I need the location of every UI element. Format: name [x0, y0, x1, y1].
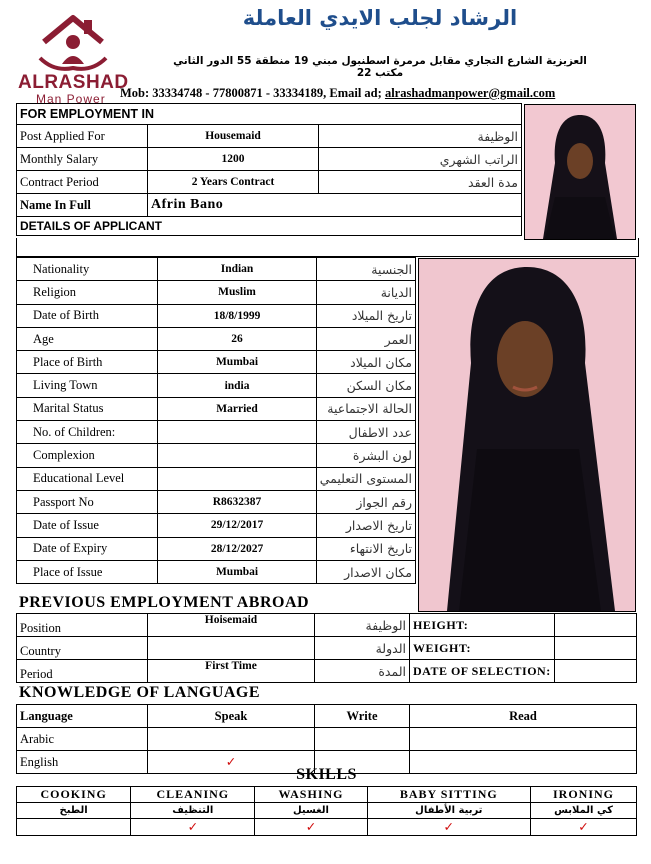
contact-line	[120, 86, 640, 101]
skill-check: ✓	[531, 819, 637, 836]
row-label-ar: رقم الجواز	[316, 490, 415, 513]
row-label-ar: الوظيفة	[319, 125, 522, 148]
side-label: DATE OF SELECTION:	[410, 660, 555, 683]
applicant-row	[17, 514, 416, 537]
row-label-ar: الجنسية	[316, 258, 415, 281]
applicant-row	[17, 351, 416, 374]
write-check	[315, 728, 410, 751]
previous-row	[17, 660, 637, 683]
row-label: Contract Period	[17, 171, 148, 194]
skill-check: ✓	[131, 819, 255, 836]
row-label-ar: الديانة	[316, 281, 415, 304]
row-label-ar: مكان الاصدار	[316, 560, 415, 583]
applicant-row	[17, 467, 416, 490]
skills-check-row	[17, 819, 637, 836]
applicant-row	[17, 327, 416, 350]
row-label: No. of Children:	[17, 421, 158, 444]
row-label: Marital Status	[17, 397, 158, 420]
previous-employment-table	[16, 613, 637, 683]
row-label-ar: العمر	[316, 327, 415, 350]
row-label-ar: الحالة الاجتماعية	[316, 397, 415, 420]
row-label-ar: عدد الاطفال	[316, 421, 415, 444]
divider	[16, 238, 639, 257]
row-value: Mumbai	[158, 351, 316, 374]
col-write: Write	[315, 705, 410, 728]
skill-name-ar: كي الملابس	[531, 803, 637, 819]
applicant-photo-small	[524, 104, 636, 240]
name-row	[17, 194, 522, 217]
language-name: English	[17, 751, 148, 774]
skill-name: WASHING	[255, 787, 367, 803]
speak-check	[148, 728, 315, 751]
skill-name: CLEANING	[131, 787, 255, 803]
employment-row	[17, 125, 522, 148]
previous-employment-heading: PREVIOUS EMPLOYMENT ABROAD	[19, 594, 310, 611]
skill-name-ar: الغسيل	[255, 803, 367, 819]
side-label: HEIGHT:	[410, 614, 555, 637]
house-hands-icon	[36, 12, 110, 74]
employment-row	[17, 148, 522, 171]
row-label: Nationality	[17, 258, 158, 281]
language-heading: KNOWLEDGE OF LANGUAGE	[19, 684, 261, 701]
row-value: 1200	[148, 148, 319, 171]
row-label: Position	[17, 614, 148, 637]
applicant-row	[17, 397, 416, 420]
side-label: WEIGHT:	[410, 637, 555, 660]
row-value: Housemaid	[148, 125, 319, 148]
row-label: Living Town	[17, 374, 158, 397]
row-value: Mumbai	[158, 560, 316, 583]
skill-name: IRONING	[531, 787, 637, 803]
employment-row	[17, 171, 522, 194]
row-label: Country	[17, 637, 148, 660]
row-label: Date of Birth	[17, 304, 158, 327]
skill-name-ar: التنظيف	[131, 803, 255, 819]
logo-name: ALRASHAD	[18, 72, 129, 93]
row-value: 2 Years Contract	[148, 171, 319, 194]
language-header-row	[17, 705, 637, 728]
applicant-details-table	[16, 257, 416, 584]
skills-en-row	[17, 787, 637, 803]
row-label-ar: الدولة	[315, 637, 410, 660]
skills-heading: SKILLS	[296, 766, 357, 783]
row-value: R8632387	[158, 490, 316, 513]
row-label-ar: مكان السكن	[316, 374, 415, 397]
applicant-row	[17, 304, 416, 327]
applicant-heading: DETAILS OF APPLICANT	[17, 217, 522, 236]
company-logo	[18, 8, 129, 106]
row-label: Date of Expiry	[17, 537, 158, 560]
skill-check: ✓	[367, 819, 530, 836]
row-value: 29/12/2017	[158, 514, 316, 537]
row-value: 26	[158, 327, 316, 350]
logo-subtitle: Man Power	[36, 92, 106, 106]
name-label: Name In Full	[17, 194, 148, 217]
row-label-ar: تاريخ الانتهاء	[316, 537, 415, 560]
applicant-row	[17, 444, 416, 467]
row-label-ar: لون البشرة	[316, 444, 415, 467]
row-value: 18/8/1999	[158, 304, 316, 327]
row-label: Monthly Salary	[17, 148, 148, 171]
row-value	[158, 421, 316, 444]
company-title-ar: الرشاد لجلب الايدي العاملة	[242, 6, 518, 30]
skill-name: COOKING	[17, 787, 131, 803]
row-value	[158, 467, 316, 490]
row-value: Married	[158, 397, 316, 420]
skill-check	[17, 819, 131, 836]
row-label-ar: مكان الميلاد	[316, 351, 415, 374]
row-label: Passport No	[17, 490, 158, 513]
row-label: Religion	[17, 281, 158, 304]
row-label: Place of Issue	[17, 560, 158, 583]
speak-check: ✓	[148, 751, 315, 774]
row-label: Age	[17, 327, 158, 350]
row-label-ar: تاريخ الميلاد	[316, 304, 415, 327]
col-read: Read	[410, 705, 637, 728]
row-label-ar: تاريخ الاصدار	[316, 514, 415, 537]
row-value: 28/12/2027	[158, 537, 316, 560]
employment-heading: FOR EMPLOYMENT IN	[17, 104, 522, 125]
previous-row	[17, 614, 637, 637]
skill-name-ar: الطبخ	[17, 803, 131, 819]
row-label: Place of Birth	[17, 351, 158, 374]
skills-ar-row	[17, 803, 637, 819]
row-value: india	[158, 374, 316, 397]
side-value	[554, 637, 636, 660]
applicant-photo-large	[418, 258, 636, 612]
applicant-row	[17, 374, 416, 397]
contact-phones: Mob: 33334748 - 77800871 - 33334189, Email ad;	[120, 86, 382, 100]
name-value: Afrin Bano	[148, 194, 522, 217]
row-value: Indian	[158, 258, 316, 281]
contact-email[interactable]: alrashadmanpower@gmail.com	[384, 86, 556, 100]
row-value	[158, 444, 316, 467]
skill-check: ✓	[255, 819, 367, 836]
col-speak: Speak	[148, 705, 315, 728]
side-value	[554, 614, 636, 637]
row-label-ar: الراتب الشهري	[319, 148, 522, 171]
previous-row	[17, 637, 637, 660]
row-label-ar: المستوى التعليمي	[316, 467, 415, 490]
side-value	[554, 660, 636, 683]
language-table	[16, 704, 637, 774]
row-label: Complexion	[17, 444, 158, 467]
row-value: Hoisemaid	[148, 614, 315, 637]
language-name: Arabic	[17, 728, 148, 751]
row-value: First Time	[148, 660, 315, 683]
row-value: Muslim	[158, 281, 316, 304]
row-label: Period	[17, 660, 148, 683]
applicant-row	[17, 560, 416, 583]
language-row	[17, 728, 637, 751]
applicant-row	[17, 421, 416, 444]
skill-name: BABY SITTING	[367, 787, 530, 803]
company-address-ar: العزيزية الشارع التجاري مقابل مرمرة اسطنبول مبني 19 منطقة 55 الدور الثاني مكتب 22	[173, 55, 587, 79]
skill-name-ar: تربية الأطفال	[367, 803, 530, 819]
row-label: Date of Issue	[17, 514, 158, 537]
applicant-row	[17, 537, 416, 560]
applicant-row	[17, 258, 416, 281]
row-label-ar: مدة العقد	[319, 171, 522, 194]
col-language: Language	[17, 705, 148, 728]
row-label: Educational Level	[17, 467, 158, 490]
skills-table	[16, 786, 637, 836]
read-check	[410, 728, 637, 751]
applicant-row	[17, 281, 416, 304]
row-value	[148, 637, 315, 660]
row-label-ar: الوظيفة	[315, 614, 410, 637]
row-label-ar: المدة	[315, 660, 410, 683]
employment-table	[16, 103, 522, 236]
applicant-row	[17, 490, 416, 513]
row-label: Post Applied For	[17, 125, 148, 148]
